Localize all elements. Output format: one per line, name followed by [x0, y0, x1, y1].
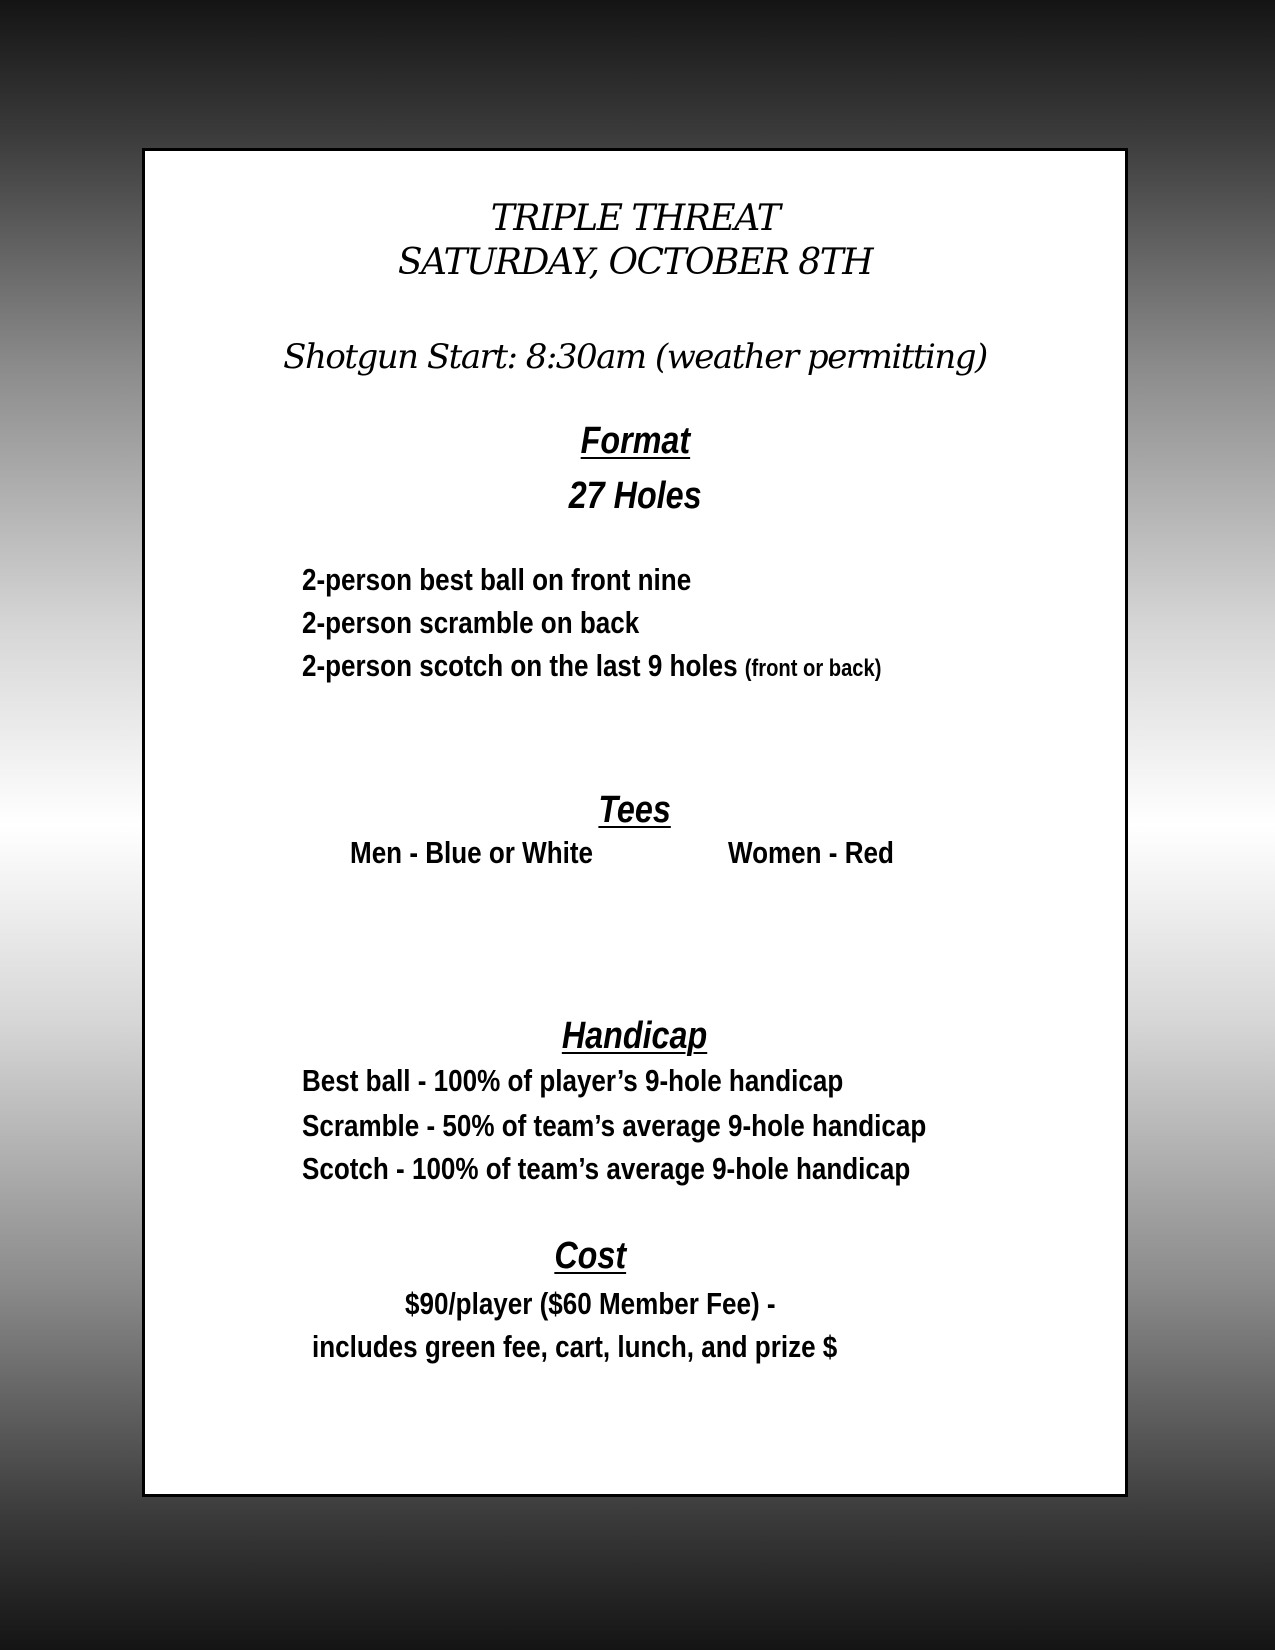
flyer — [142, 148, 1128, 1497]
handicap-line-best-ball: Best ball - 100% of player’s 9-hole handicap — [302, 1063, 844, 1098]
format-line-best-ball: 2-person best ball on front nine — [302, 562, 692, 597]
format-heading: Format — [580, 420, 690, 462]
cost-line-price: $90/player ($60 Member Fee) - — [405, 1286, 776, 1321]
shotgun-start: Shotgun Start: 8:30am (weather permitting) — [283, 337, 987, 377]
tees-men: Men - Blue or White — [350, 835, 594, 870]
format-line-scotch: 2-person scotch on the last 9 holes (front or back) — [302, 648, 882, 683]
handicap-heading: Handicap — [562, 1015, 708, 1057]
tees-women: Women - Red — [728, 835, 894, 870]
format-line-scramble: 2-person scramble on back — [302, 605, 640, 640]
cost-line-includes: includes green fee, cart, lunch, and prize $ — [312, 1329, 838, 1364]
handicap-line-scramble: Scramble - 50% of team’s average 9-hole handicap — [302, 1108, 927, 1143]
cost-heading: Cost — [554, 1235, 626, 1277]
format-note: (front or back) — [744, 655, 882, 682]
tees-heading: Tees — [598, 789, 672, 831]
event-title: TRIPLE THREAT — [490, 198, 780, 239]
event-date: SATURDAY, OCTOBER 8TH — [397, 242, 873, 283]
handicap-line-scotch: Scotch - 100% of team’s average 9-hole handicap — [302, 1151, 911, 1186]
format-subheading: 27 Holes — [568, 475, 702, 517]
